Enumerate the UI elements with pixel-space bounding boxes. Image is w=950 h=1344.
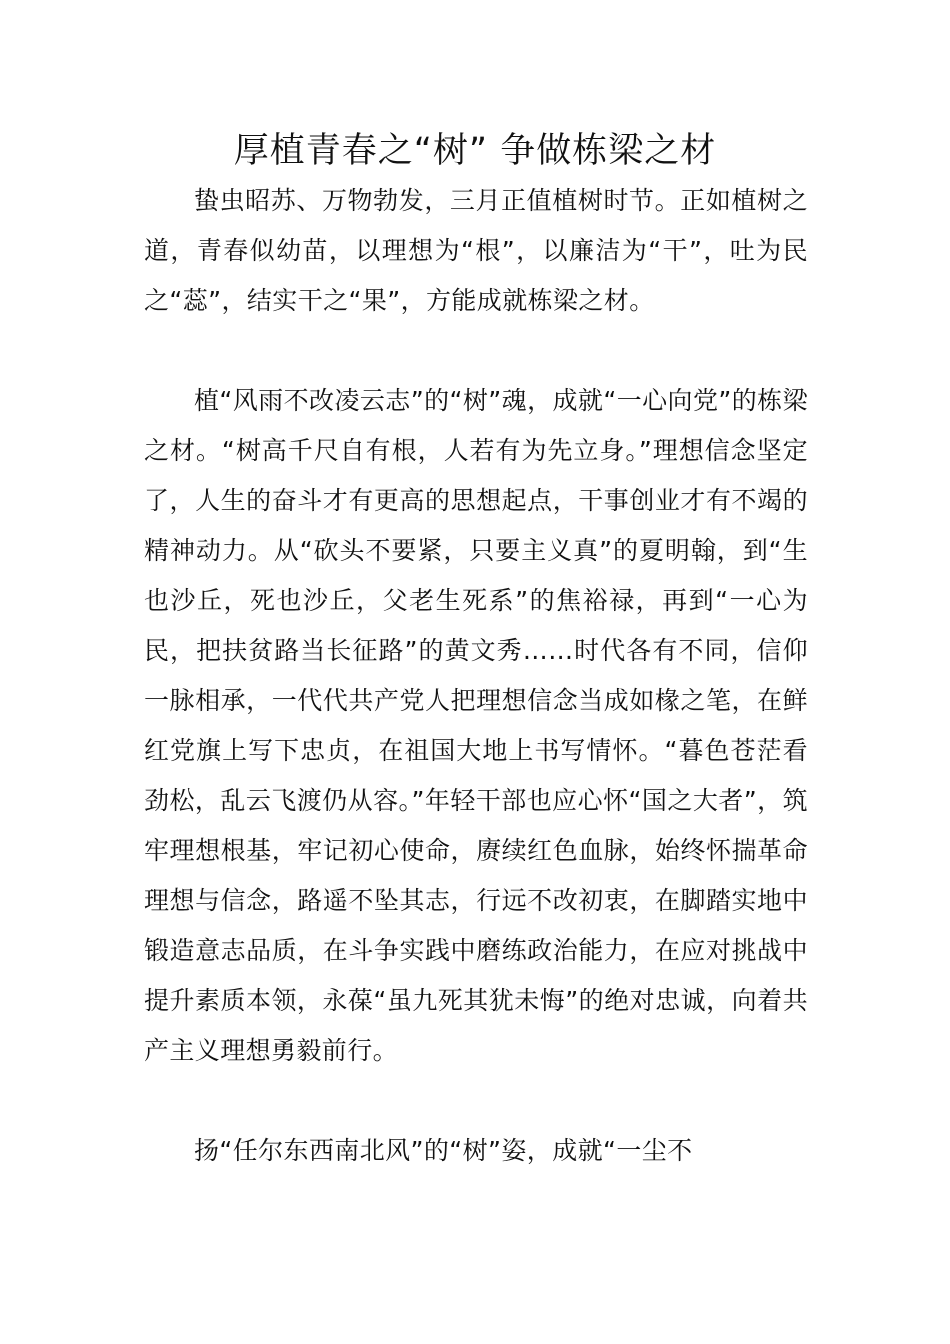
paragraph-integrity: 扬“任尔东西南北风”的“树”姿，成就“一尘不 — [194, 1136, 693, 1165]
document-body — [144, 176, 808, 1176]
paragraph-ideals: 植“风雨不改凌云志”的“树”魂，成就“一心向党”的栋梁之材。“树高千尺自有根，人若有为先立身。”理想信念坚定了，人生的奋斗才有更高的思想起点，干事创业才有不竭的精神动力。从“砍头不要紧，只要主义真”的夏明翰，到“生也沙丘，死也沙丘，父老生死系”的焦裕禄，再到“一心为民，把扶贫路当长征路”的黄文秀……时代各有不同，信仰一脉相承，一代代共产党人把理想信念当成如椽之笔，在鲜红党旗上写下忠贞，在祖国大地上书写情怀。“暮色苍茫看劲松，乱云飞渡仍从容。”年轻干部也应心怀“国之大者”，筑牢理想根基，牢记初心使命，赓续红色血脉，始终怀揣革命理想与信念，路遥不坠其志，行远不改初衷，在脚踏实地中锻造意志品质，在斗争实践中磨练政治能力，在应对挑战中提升素质本领，永葆“虽九死其犹未悔”的绝对忠诚，向着共产主义理想勇毅前行。 — [144, 386, 808, 1065]
document-title: 厚植青春之“树” 争做栋梁之材 — [233, 131, 717, 171]
paragraph-intro: 蛰虫昭苏、万物勃发，三月正值植树时节。正如植树之道，青春似幼苗，以理想为“根”，以廉洁为“干”，吐为民之“蕊”，结实干之“果”，方能成就栋梁之材。 — [144, 186, 808, 315]
